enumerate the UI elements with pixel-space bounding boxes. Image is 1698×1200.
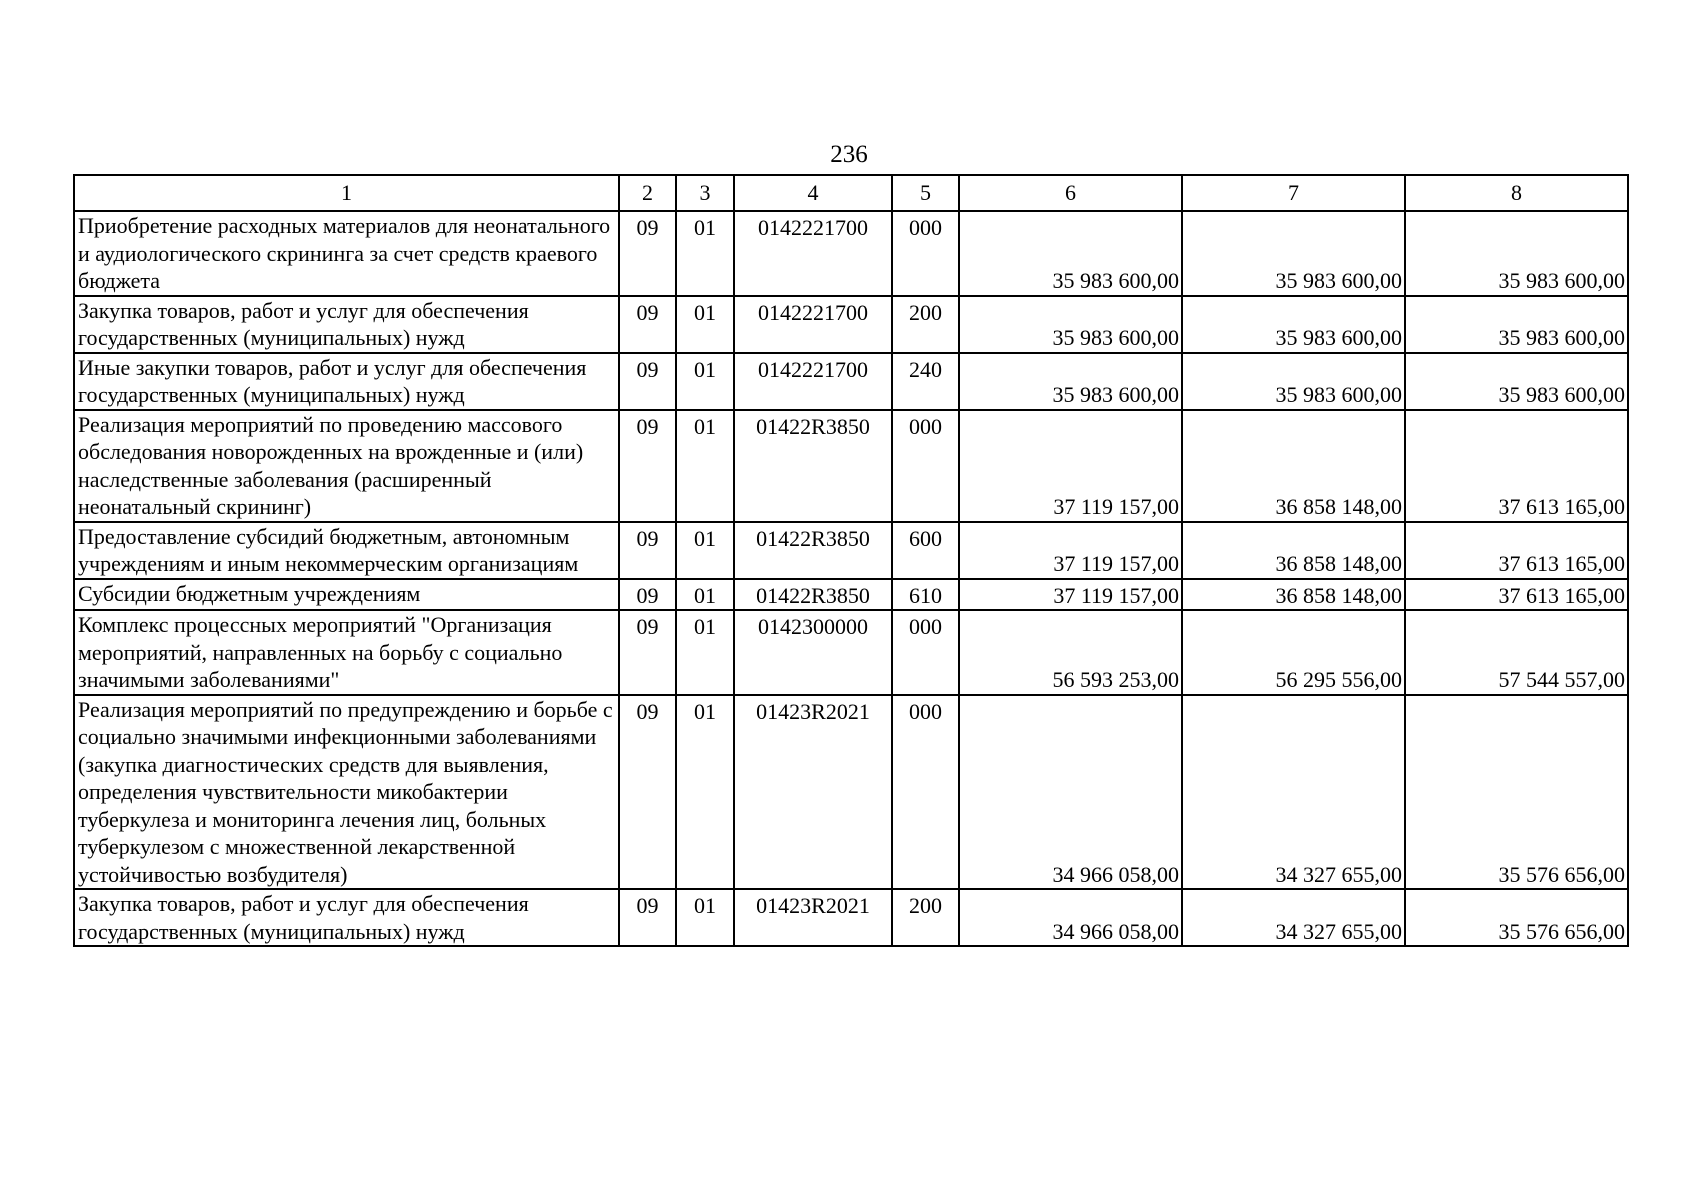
header-row <box>74 175 1628 211</box>
subsection-code: 01 <box>676 579 734 611</box>
section-code: 09 <box>619 579 676 611</box>
expense-name: Закупка товаров, работ и услуг для обеспечения государственных (муниципальных) нужд <box>74 296 619 353</box>
expense-name: Приобретение расходных материалов для неонатального и аудиологического скрининга за счет средств краевого бюджета <box>74 211 619 296</box>
target-article-code: 01423R2021 <box>734 889 892 946</box>
target-article-code: 0142221700 <box>734 211 892 296</box>
table-row <box>74 610 1628 695</box>
column-header-6: 6 <box>959 175 1182 211</box>
amount-col-7: 35 983 600,00 <box>1182 353 1405 410</box>
column-header-7: 7 <box>1182 175 1405 211</box>
table-row <box>74 889 1628 946</box>
expense-name: Реализация мероприятий по предупреждению и борьбе с социально значимыми инфекционными заболеваниями (закупка диагностических средств для выявления, определения чувствительности микобактерии туберкулеза и мониторинга лечения лиц, больных туберкулезом с множественной лекарственной устойчивостью возбудителя) <box>74 695 619 890</box>
column-header-5: 5 <box>892 175 959 211</box>
expense-name: Субсидии бюджетным учреждениям <box>74 579 619 611</box>
amount-col-6: 37 119 157,00 <box>959 410 1182 522</box>
table-row <box>74 579 1628 611</box>
amount-col-8: 35 576 656,00 <box>1405 889 1628 946</box>
target-article-code: 01422R3850 <box>734 410 892 522</box>
amount-col-8: 35 983 600,00 <box>1405 353 1628 410</box>
expense-name: Реализация мероприятий по проведению массового обследования новорожденных на врожденные и (или) наследственные заболевания (расширенный неонатальный скрининг) <box>74 410 619 522</box>
table-row <box>74 353 1628 410</box>
table-row <box>74 296 1628 353</box>
amount-col-6: 37 119 157,00 <box>959 522 1182 579</box>
section-code: 09 <box>619 353 676 410</box>
target-article-code: 01423R2021 <box>734 695 892 890</box>
amount-col-8: 37 613 165,00 <box>1405 579 1628 611</box>
subsection-code: 01 <box>676 522 734 579</box>
expense-type-code: 000 <box>892 211 959 296</box>
column-header-4: 4 <box>734 175 892 211</box>
section-code: 09 <box>619 610 676 695</box>
table-row <box>74 695 1628 890</box>
expense-type-code: 600 <box>892 522 959 579</box>
target-article-code: 0142300000 <box>734 610 892 695</box>
amount-col-6: 35 983 600,00 <box>959 296 1182 353</box>
expense-type-code: 000 <box>892 695 959 890</box>
column-header-2: 2 <box>619 175 676 211</box>
section-code: 09 <box>619 695 676 890</box>
expense-type-code: 000 <box>892 610 959 695</box>
target-article-code: 0142221700 <box>734 296 892 353</box>
table-body <box>74 211 1628 946</box>
amount-col-7: 56 295 556,00 <box>1182 610 1405 695</box>
budget-table <box>73 174 1629 947</box>
expense-name: Предоставление субсидий бюджетным, автономным учреждениям и иным некоммерческим организациям <box>74 522 619 579</box>
expense-name: Закупка товаров, работ и услуг для обеспечения государственных (муниципальных) нужд <box>74 889 619 946</box>
column-header-3: 3 <box>676 175 734 211</box>
amount-col-6: 56 593 253,00 <box>959 610 1182 695</box>
table-row <box>74 211 1628 296</box>
page-number: 236 <box>830 141 868 168</box>
section-code: 09 <box>619 410 676 522</box>
section-code: 09 <box>619 889 676 946</box>
subsection-code: 01 <box>676 296 734 353</box>
expense-type-code: 610 <box>892 579 959 611</box>
amount-col-6: 35 983 600,00 <box>959 211 1182 296</box>
amount-col-7: 35 983 600,00 <box>1182 211 1405 296</box>
subsection-code: 01 <box>676 889 734 946</box>
amount-col-7: 35 983 600,00 <box>1182 296 1405 353</box>
amount-col-7: 34 327 655,00 <box>1182 889 1405 946</box>
amount-col-6: 37 119 157,00 <box>959 579 1182 611</box>
target-article-code: 01422R3850 <box>734 522 892 579</box>
section-code: 09 <box>619 522 676 579</box>
column-header-1: 1 <box>74 175 619 211</box>
amount-col-6: 34 966 058,00 <box>959 695 1182 890</box>
amount-col-7: 34 327 655,00 <box>1182 695 1405 890</box>
subsection-code: 01 <box>676 695 734 890</box>
subsection-code: 01 <box>676 610 734 695</box>
amount-col-7: 36 858 148,00 <box>1182 522 1405 579</box>
column-header-8: 8 <box>1405 175 1628 211</box>
subsection-code: 01 <box>676 211 734 296</box>
amount-col-8: 35 983 600,00 <box>1405 211 1628 296</box>
expense-name: Иные закупки товаров, работ и услуг для обеспечения государственных (муниципальных) нужд <box>74 353 619 410</box>
amount-col-8: 37 613 165,00 <box>1405 522 1628 579</box>
expense-type-code: 240 <box>892 353 959 410</box>
amount-col-7: 36 858 148,00 <box>1182 579 1405 611</box>
amount-col-8: 35 983 600,00 <box>1405 296 1628 353</box>
section-code: 09 <box>619 296 676 353</box>
expense-type-code: 000 <box>892 410 959 522</box>
amount-col-6: 34 966 058,00 <box>959 889 1182 946</box>
expense-type-code: 200 <box>892 296 959 353</box>
table-row <box>74 410 1628 522</box>
target-article-code: 0142221700 <box>734 353 892 410</box>
amount-col-8: 57 544 557,00 <box>1405 610 1628 695</box>
amount-col-8: 37 613 165,00 <box>1405 410 1628 522</box>
amount-col-6: 35 983 600,00 <box>959 353 1182 410</box>
expense-type-code: 200 <box>892 889 959 946</box>
target-article-code: 01422R3850 <box>734 579 892 611</box>
subsection-code: 01 <box>676 353 734 410</box>
amount-col-7: 36 858 148,00 <box>1182 410 1405 522</box>
expense-name: Комплекс процессных мероприятий "Организация мероприятий, направленных на борьбу с социально значимыми заболеваниями" <box>74 610 619 695</box>
table-row <box>74 522 1628 579</box>
subsection-code: 01 <box>676 410 734 522</box>
section-code: 09 <box>619 211 676 296</box>
amount-col-8: 35 576 656,00 <box>1405 695 1628 890</box>
